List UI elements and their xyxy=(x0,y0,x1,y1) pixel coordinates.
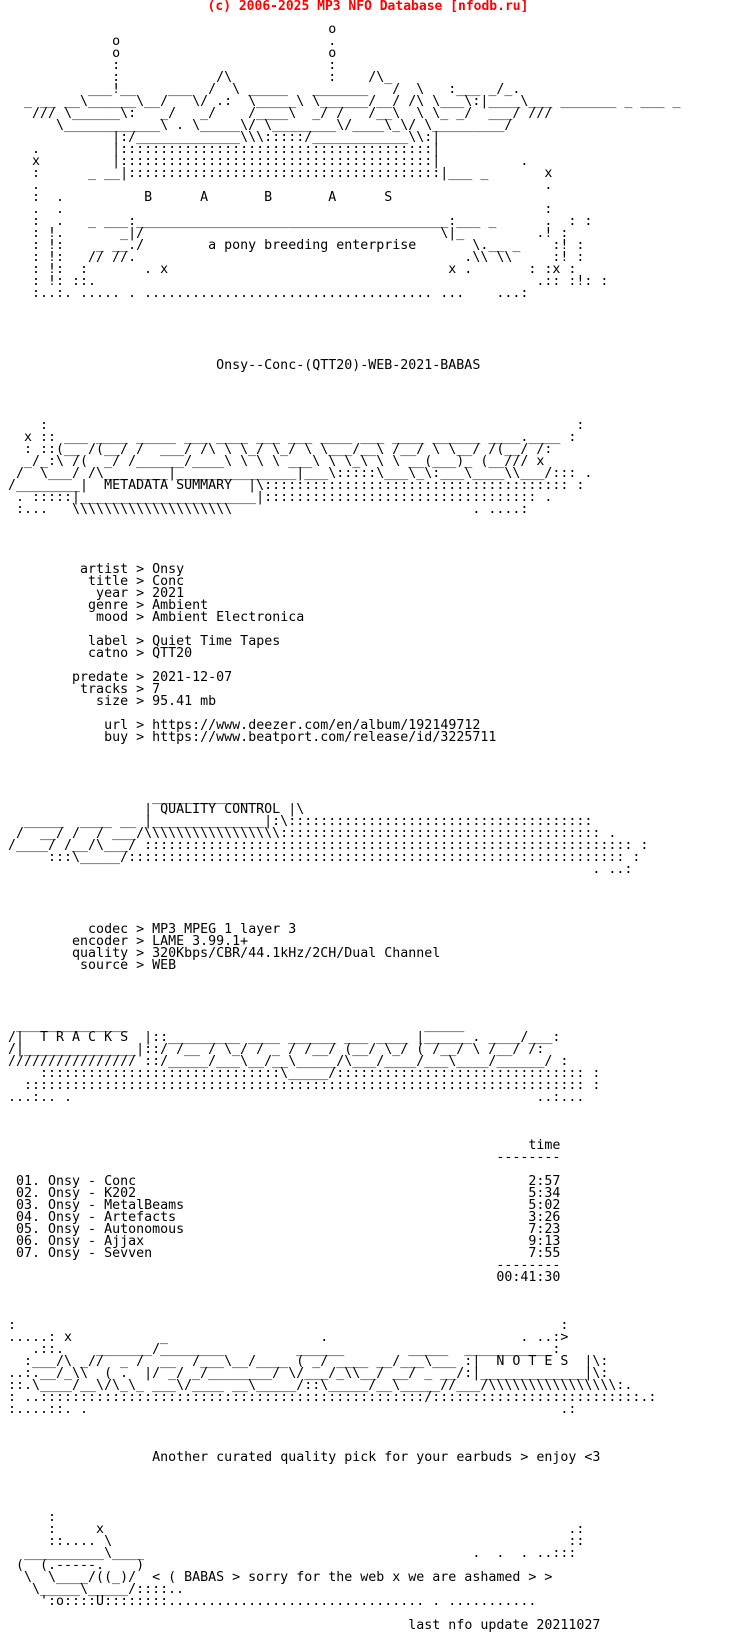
track-time: 2:57 xyxy=(528,1174,561,1189)
track-number: 05. xyxy=(8,1222,49,1237)
field-key: encoder xyxy=(8,934,129,949)
total-time: 00:41:30 xyxy=(496,1270,561,1285)
field-value: https://www.deezer.com/en/album/192149712 xyxy=(152,718,481,733)
field-value: 320Kbps/CBR/44.1kHz/2CH/Dual Channel xyxy=(152,946,441,961)
field-value: Onsy xyxy=(152,562,185,577)
field-buy xyxy=(8,732,704,744)
track-time: 5:34 xyxy=(528,1186,561,1201)
total-row xyxy=(8,1272,704,1284)
logo-ascii-art: o o . o o : : : /\ : /\_ ___!__ ___ / \ _____ _______ / \ :___ _/_. _ __ __\______\__/ \/ .: \_____\ \______/__/ /\ \___\:|____\___ _______ _ ___ _ /// \______\: _/ _/ /____\ _/ / /__\ \ \_ _/ ___/ /// \____________\ . \_____\/ \________\/____\_\/ \_________/ |:/_____________\\\:::::/____________\\:| . |:::::::::::::::::::::::::::::::::::::::| x |:::::::::::::::::::::::::::::::::::::::| . : _ __|:::::::::::::::::::::::::::::::::::::::|___ _ x . . : . B A B A S . . : : . _ ___:_______________________________________:___ _ . : : : !. _|/ \|_ .! : : !: _ __./ a pony breeding enterprise \.__ _ :! : : !: // //. .\\ \\ :! : : !: : . x x . : :x : : !: ::. .:: :!: : :..:. ..... . .................................... ... ...: xyxy=(24,22,681,301)
metadata-ascii-art: : : x :: ___ ____ _____ ___ ____ ___ ___ ____ ___ ____ ______ ____.____ : : ::(__ /(__/ / ___/ /\ \ \_/ \_/ \ \___/__\ /__/ \ \__/ /(__/ /: _/_:\ /( _/ /______/____\ \ \ \ ___\ \ \_\ \ \ __(___)_ (__/// x / \___/ /\___ ____|_______________|___\:::::\___\_\:___\____\\___/::: . /________| METADATA SUMMARY |\:::::::::::::::::::::::::::::::::::::: : . :::::|______________________|:::::::::::::::::::::::::::::::::: . :... \\\\\\\\\\\\\\\\\\\\ . ....: xyxy=(8,418,593,517)
field-key: tracks xyxy=(8,682,129,697)
track-name: Onsy - Conc xyxy=(48,1174,137,1189)
notes-ascii-art: : : .....: x _ . . ..:> .::. _______/________ ______ _____ ___________: :___/\ _// _ / __ /___\__/____ ( _/ ____ __/___\___ :| N O T E S |\: ..:.__/_\\ ( . |/ _/ _/________/ \/___/_\\__/ __/ _ __/:|_____________|\: ::.\____/__\/\_\_ ___\/____ __\_____/::\_____/__\_____//___/\\\\\\\\\\\\\\\\:. : ..::::::::::::::::::::::::::::::::::::::::::::::::/::::::::::::::::::::::::::.: :....::. . .: xyxy=(8,1318,657,1417)
track-time: 9:13 xyxy=(528,1234,561,1249)
field-key: source xyxy=(8,958,129,973)
field-separator: > xyxy=(128,934,153,949)
field-separator: > xyxy=(128,730,153,745)
track-time: 7:23 xyxy=(528,1222,561,1237)
track-number: 03. xyxy=(8,1198,49,1213)
field-key: year xyxy=(8,586,129,601)
field-key: url xyxy=(8,718,129,733)
field-key: codec xyxy=(8,922,129,937)
last-update-line xyxy=(8,1620,704,1632)
track-number: 01. xyxy=(8,1174,49,1189)
field-value: Ambient Electronica xyxy=(152,610,305,625)
track-time: 5:02 xyxy=(528,1198,561,1213)
field-separator: > xyxy=(128,646,153,661)
field-mood xyxy=(8,612,704,624)
field-value: WEB xyxy=(152,958,177,973)
tracklist xyxy=(8,1140,704,1284)
field-size xyxy=(8,696,704,708)
field-separator: > xyxy=(128,922,153,937)
field-key: artist xyxy=(8,562,129,577)
field-key: buy xyxy=(8,730,129,745)
field-key: catno xyxy=(8,646,129,661)
field-separator: > xyxy=(128,946,153,961)
footer-ascii-art: : : x .: ::.... \ :: __________\____ . . . ..::: ( (.-----. ) \ \____/((_)/ < ( BABAS > sorry for the web x we are ashamed > > \_____\_____/::::.. ':o::::U::::::::................................ . ........... xyxy=(16,1510,585,1609)
field-value: Ambient xyxy=(152,598,209,613)
field-value: Quiet Time Tapes xyxy=(152,634,281,649)
last-update-text: last nfo update 20211027 xyxy=(408,1618,601,1633)
site-credit: (c) 2006-2025 MP3 NFO Database [nfodb.ru] xyxy=(207,0,529,14)
field-value: https://www.beatport.com/release/id/3225711 xyxy=(152,730,497,745)
field-value: 2021 xyxy=(152,586,185,601)
field-separator: > xyxy=(128,958,153,973)
field-separator: > xyxy=(128,634,153,649)
notes-line xyxy=(8,1452,704,1464)
track-number: 04. xyxy=(8,1210,49,1225)
field-value: MP3 MPEG 1 layer 3 xyxy=(152,922,297,937)
field-separator: > xyxy=(128,574,153,589)
track-name: Onsy - Sevven xyxy=(48,1246,153,1261)
track-name: Onsy - MetalBeams xyxy=(48,1198,185,1213)
field-separator: > xyxy=(128,670,153,685)
nfo-document xyxy=(8,12,704,1644)
field-source xyxy=(8,960,704,972)
quality-ascii-art: ______________ | QUALITY CONTROL |\ _____ ____ __ |______________|:\:::::::::::::::::::::::::::::::::::::: / __/ / / ___/\\\\\\\\\\\\\\\\\:::::::::::::::::::::::::::::::::::::::: . /____/ /__/\___/ ::::::::::::::::::::::::::::::::::::::::::::::::::::::::::::: : :::\_____/:::::::::::::::::::::::::::::::::::::::::::::::::::::::::::::: : . ..: xyxy=(8,790,649,877)
track-name: Onsy - Autonomous xyxy=(48,1222,185,1237)
tracks-ascii-art: ______________ _____ /| T R A C K S |::_________ ____ ______ ___ ____ |______. ____/___: /|______________|::/ /__ / \_/ / _ / /__/ (__/ \_/ ( /__/ \ /__/ /: //////////////// ::/_____/___\__/__\_____/\___/____/___\____/______/ : ::::::::::::::::::::::::::::::\_____/::::::::::::::::::::::::::::::: : :::::::::::::::::::::::::::::::::::::::::::::::::::::::::::::::::::::: : ...:.. . ..:... xyxy=(8,1018,601,1105)
quality-list xyxy=(8,924,704,972)
field-value: 7 xyxy=(152,682,161,697)
track-time: 3:26 xyxy=(528,1210,561,1225)
field-separator: > xyxy=(128,694,153,709)
track-name: Onsy - K202 xyxy=(48,1186,137,1201)
field-key: genre xyxy=(8,598,129,613)
field-key: size xyxy=(8,694,129,709)
notes-text: Another curated quality pick for your earbuds > enjoy <3 xyxy=(152,1450,601,1465)
divider: -------- xyxy=(8,1150,561,1165)
field-value: Conc xyxy=(152,574,185,589)
field-catno xyxy=(8,648,704,660)
release-name xyxy=(8,360,704,372)
field-value: LAME 3.99.1+ xyxy=(152,934,249,949)
divider: -------- xyxy=(8,1258,561,1273)
track-number: 06. xyxy=(8,1234,49,1249)
field-separator: > xyxy=(128,598,153,613)
track-name: Onsy - Ajjax xyxy=(48,1234,145,1249)
track-time: 7:55 xyxy=(528,1246,561,1261)
field-separator: > xyxy=(128,718,153,733)
field-separator: > xyxy=(128,610,153,625)
field-key: label xyxy=(8,634,129,649)
field-separator: > xyxy=(128,682,153,697)
field-value: 95.41 mb xyxy=(152,694,217,709)
time-label: time xyxy=(528,1138,561,1153)
metadata-list xyxy=(8,564,704,744)
field-value: QTT20 xyxy=(152,646,193,661)
field-separator: > xyxy=(128,586,153,601)
release-name-text: Onsy--Conc-(QTT20)-WEB-2021-BABAS xyxy=(216,358,481,373)
field-key: title xyxy=(8,574,129,589)
track-number: 07. xyxy=(8,1246,49,1261)
track-name: Onsy - Artefacts xyxy=(48,1210,177,1225)
field-key: mood xyxy=(8,610,129,625)
field-value: 2021-12-07 xyxy=(152,670,233,685)
field-key: quality xyxy=(8,946,129,961)
track-number: 02. xyxy=(8,1186,49,1201)
field-separator: > xyxy=(128,562,153,577)
field-key: predate xyxy=(8,670,129,685)
